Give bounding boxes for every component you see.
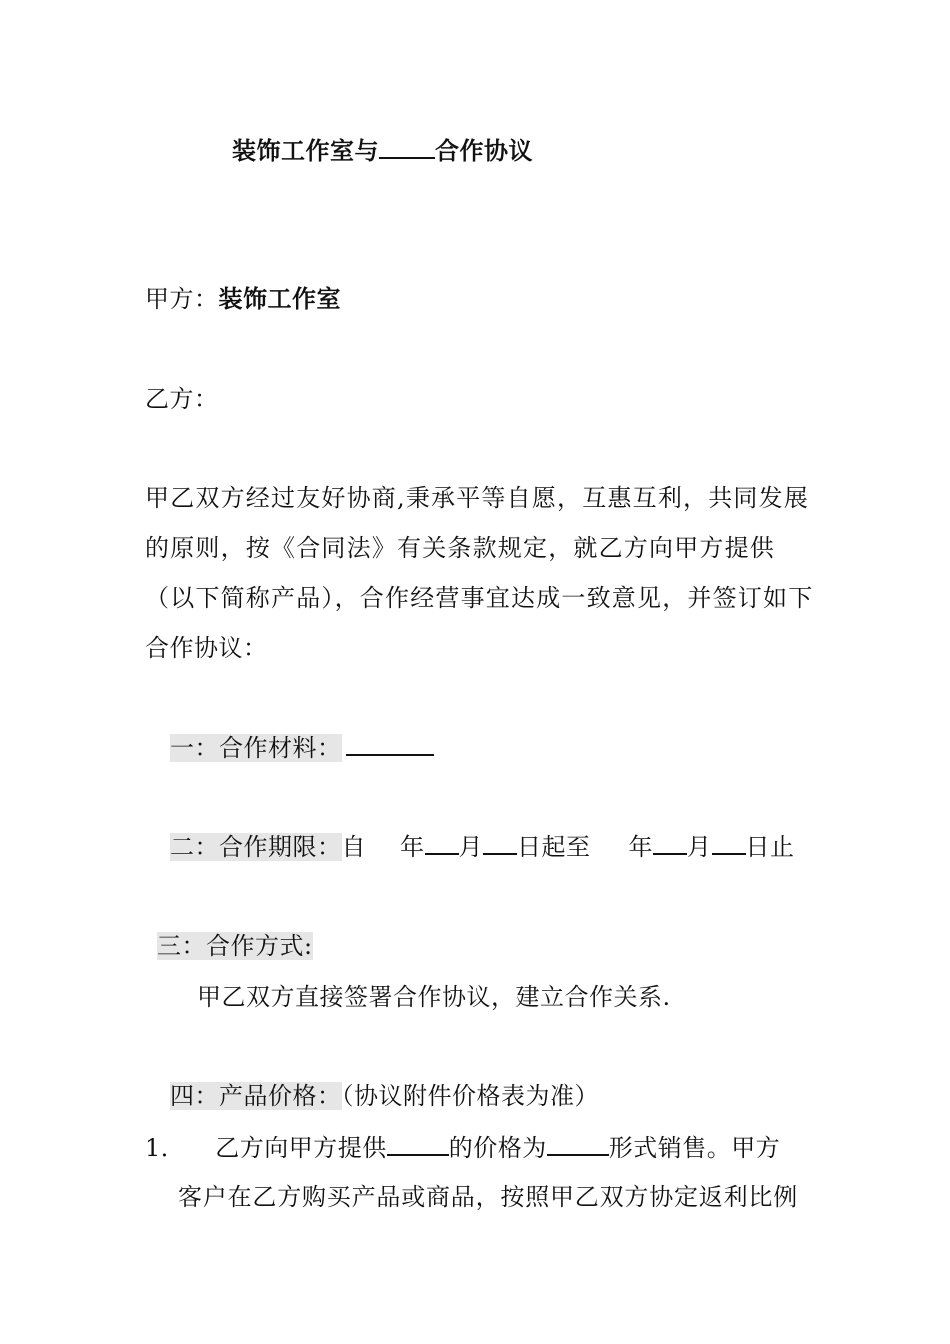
price-item-1-number: 1． [145, 1134, 186, 1162]
term-day-blank-2 [712, 831, 746, 855]
term-year-1: 年 [400, 833, 425, 861]
section-3-body: 甲乙双方直接签署合作协议，建立合作关系. [197, 983, 671, 1011]
section-4-heading-text: 四：产品价格： [170, 1082, 342, 1110]
preamble-line-4: 合作协议： [145, 634, 268, 662]
section-2 [170, 831, 795, 862]
price-item-1-part-b: 的价格为 [448, 1134, 547, 1162]
section-2-heading: 二：合作期限： [170, 833, 342, 861]
term-from: 自 [341, 833, 366, 861]
preamble-line-3: （以下简称产品），合作经营事宜达成一致意见，并签订如下 [145, 584, 814, 612]
price-item-1-blank-1 [387, 1132, 449, 1156]
section-3-heading [157, 931, 313, 961]
section-4-heading [170, 1081, 599, 1111]
term-month-1: 月 [458, 833, 483, 861]
section-4-note: （协议附件价格表为准） [341, 1082, 599, 1110]
term-day-blank-1 [483, 831, 517, 855]
price-item-1-continued: 客户在乙方购买产品或商品，按照甲乙双方协定返利比例 [178, 1183, 798, 1211]
section-1-blank [346, 732, 434, 756]
party-a-label: 甲方： [145, 285, 219, 313]
document-title [232, 135, 533, 166]
section-3-heading-text: 三：合作方式: [157, 932, 313, 960]
term-end: 日止 [745, 833, 795, 861]
title-suffix: 合作协议 [435, 136, 533, 165]
party-a-value: 装饰工作室 [218, 284, 341, 313]
title-prefix: 装饰工作室与 [232, 136, 379, 165]
party-a-line [145, 284, 341, 314]
preamble-line-1: 甲乙双方经过友好协商,秉承平等自愿，互惠互利，共同发展 [145, 484, 810, 512]
term-start-to: 日起至 [517, 833, 591, 861]
price-item-1 [145, 1132, 780, 1163]
term-month-2: 月 [687, 833, 712, 861]
price-item-1-part-a: 乙方向甲方提供 [215, 1134, 387, 1162]
section-1-heading: 一：合作材料： [170, 734, 342, 762]
preamble-line-2: 的原则，按《合同法》有关条款规定，就乙方向甲方提供 [145, 534, 775, 562]
title-blank [379, 135, 435, 159]
party-b-label: 乙方： [145, 385, 219, 413]
section-1 [170, 732, 434, 763]
term-month-blank-2 [653, 831, 687, 855]
term-year-2: 年 [628, 833, 653, 861]
party-b-line [145, 384, 219, 414]
price-item-1-blank-2 [547, 1132, 609, 1156]
price-item-1-part-c: 形式销售。甲方 [608, 1134, 781, 1162]
term-month-blank-1 [425, 831, 459, 855]
